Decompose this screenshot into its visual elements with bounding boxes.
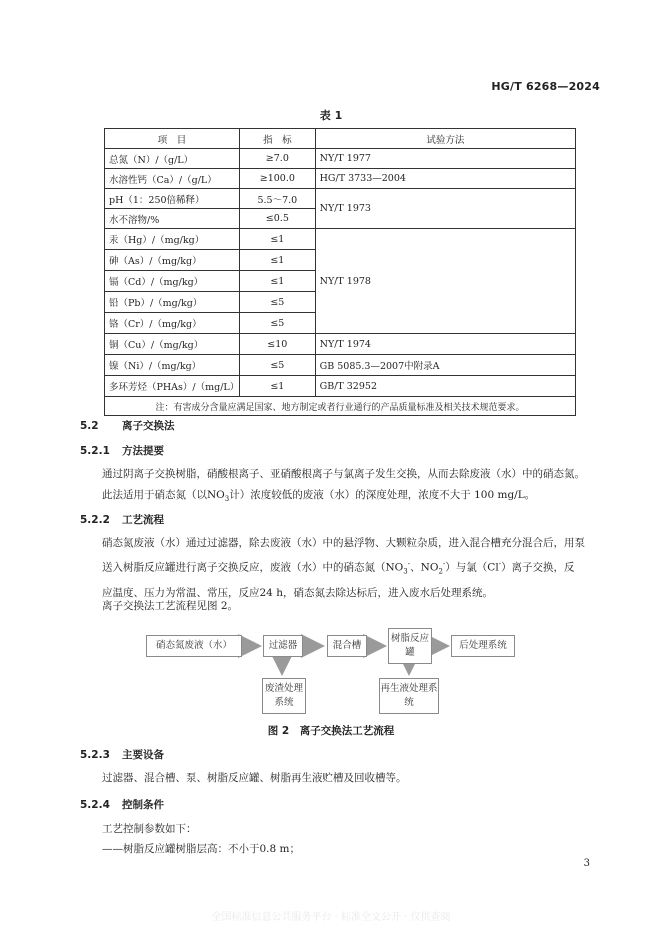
table-row	[105, 376, 576, 397]
cell-method: HG/T 3733—2004	[315, 169, 575, 189]
cell-method: NY/T 1973	[315, 189, 575, 229]
section-title: 主要设备	[122, 749, 164, 761]
box-post-treatment: 后处理系统	[451, 635, 515, 657]
cell-item: pH（1：250倍稀释）	[105, 189, 240, 209]
cell-indicator: ≥100.0	[240, 169, 316, 189]
cell-item: 铜（Cu）/（mg/kg）	[105, 334, 240, 355]
subscript: 2	[438, 567, 443, 576]
cell-indicator: ≤5	[240, 313, 316, 334]
cell-item: 铬（Cr）/（mg/kg）	[105, 313, 240, 334]
col-header-item: 项 目	[105, 129, 240, 149]
cell-item: 多环芳烃（PHAs）/（mg/L）	[105, 376, 240, 397]
table-row	[105, 229, 576, 250]
cell-indicator: 5.5～7.0	[240, 189, 316, 209]
subscript: 3	[224, 495, 230, 504]
box-mixing-tank: 混合槽	[327, 635, 367, 657]
cell-method: GB/T 32952	[315, 376, 575, 397]
box-regen-treatment: 再生液处理系统	[379, 678, 439, 714]
section-number: 5.2	[80, 420, 99, 432]
paragraph-text: 通过阴离子交换树脂，硝酸根离子、亚硝酸根离子与氯离子发生交换，从而去除废液（水）中的硝态氮。此法适用于硝态氮（以NO	[102, 468, 585, 501]
paragraph-equipment	[80, 768, 585, 789]
paragraph-method-summary	[80, 464, 585, 510]
cell-indicator: ≤1	[240, 229, 316, 250]
paragraph-text: 硝态氮废液（水）通过过滤器，除去废液（水）中的悬浮物、大颗粒杂质，进入混合槽充分混合后，用泵送入树脂反应罐进行离子交换反应，废液（水）中的硝态氮（NO	[102, 537, 585, 574]
col-header-indicator: 指 标	[240, 129, 316, 149]
process-flow-diagram	[146, 626, 526, 716]
section-title: 控制条件	[122, 799, 164, 811]
paragraph-text: ）离子交换，反应温度、压力为常温、常压，反应24 h，硝态氮去除达标后，进入废水后处理系统。	[102, 561, 575, 599]
box-residue-treatment: 废渣处理系统	[262, 678, 306, 714]
list-item-resin-height	[80, 839, 585, 860]
section-title: 方法提要	[122, 445, 164, 457]
cell-item: 汞（Hg）/（mg/kg）	[105, 229, 240, 250]
section-number: 5.2.1	[80, 445, 110, 457]
box-waste-liquid: 硝态氮废液（水）	[146, 635, 242, 657]
page-number: 3	[583, 858, 590, 869]
table-row	[105, 189, 576, 209]
table-header-row	[105, 129, 576, 149]
figure-caption: 图 2 离子交换法工艺流程	[267, 725, 395, 737]
paragraph-text: 、NO	[410, 561, 439, 574]
superscript: -	[442, 560, 446, 568]
section-number: 5.2.4	[80, 799, 110, 811]
table-title: 表 1	[319, 109, 343, 122]
section-5-2-3-heading	[80, 747, 164, 762]
subscript: 3	[403, 567, 408, 576]
paragraph-text: 离子交换法工艺流程见图 2。	[102, 600, 239, 612]
paragraph-text: 工艺控制参数如下：	[102, 823, 197, 835]
table-row	[105, 149, 576, 169]
superscript: -	[498, 560, 502, 568]
cell-item: 水溶性钙（Ca）/（g/L）	[105, 169, 240, 189]
section-5-2-2-heading	[80, 512, 164, 527]
paragraph-text: 计）浓度较低的废液（水）的深度处理，浓度不大于 100 mg/L。	[229, 489, 536, 501]
section-5-2-4-heading	[80, 797, 164, 812]
cell-item: 镍（Ni）/（mg/kg）	[105, 355, 240, 376]
section-5-2-1-heading	[80, 443, 164, 458]
section-title: 工艺流程	[122, 514, 164, 526]
cell-item: 镉（Cd）/（mg/kg）	[105, 271, 240, 292]
section-5-2-heading	[80, 418, 175, 433]
cell-item: 水不溶物/%	[105, 209, 240, 229]
table-row	[105, 355, 576, 376]
paragraph-control-intro	[80, 819, 585, 840]
cell-indicator: ≤1	[240, 271, 316, 292]
section-number: 5.2.2	[80, 514, 110, 526]
paragraph-process-flow	[80, 533, 585, 604]
paragraph-figure-ref	[80, 596, 585, 617]
footer-watermark: 全国标准信息公共服务平台 · 标准全文公开 · 仅供查阅	[211, 912, 451, 923]
cell-item: 铅（Pb）/（mg/kg）	[105, 292, 240, 313]
cell-method: NY/T 1974	[315, 334, 575, 355]
table-row	[105, 334, 576, 355]
table-row	[105, 169, 576, 189]
table-note-row	[105, 397, 576, 416]
cell-method: GB 5085.3—2007中附录A	[315, 355, 575, 376]
cell-indicator: ≤1	[240, 250, 316, 271]
cell-indicator: ≤5	[240, 355, 316, 376]
cell-method: NY/T 1977	[315, 149, 575, 169]
superscript: -	[407, 560, 411, 568]
cell-indicator: ≥7.0	[240, 149, 316, 169]
section-number: 5.2.3	[80, 749, 110, 761]
spec-table	[104, 128, 576, 416]
paragraph-text: 过滤器、混合槽、泵、树脂反应罐、树脂再生液贮槽及回收槽等。	[102, 772, 407, 784]
cell-item: 总氮（N）/（g/L）	[105, 149, 240, 169]
paragraph-text: ——树脂反应罐树脂层高：不小于0.8 m；	[102, 843, 300, 855]
cell-method: NY/T 1978	[315, 229, 575, 334]
cell-indicator: ≤10	[240, 334, 316, 355]
cell-indicator: ≤1	[240, 376, 316, 397]
paragraph-text: ）与氯（Cl	[445, 561, 499, 574]
col-header-method: 试验方法	[315, 129, 575, 149]
cell-item: 砷（As）/（mg/kg）	[105, 250, 240, 271]
table-note: 注：有害成分含量应满足国家、地方制定或者行业通行的产品质量标准及相关技术规范要求。	[105, 397, 576, 416]
cell-indicator: ≤5	[240, 292, 316, 313]
cell-indicator: ≤0.5	[240, 209, 316, 229]
section-title: 离子交换法	[122, 420, 175, 432]
box-filter: 过滤器	[263, 635, 303, 657]
document-code: HG/T 6268—2024	[491, 80, 600, 93]
box-resin-reactor: 树脂反应罐	[388, 628, 432, 664]
